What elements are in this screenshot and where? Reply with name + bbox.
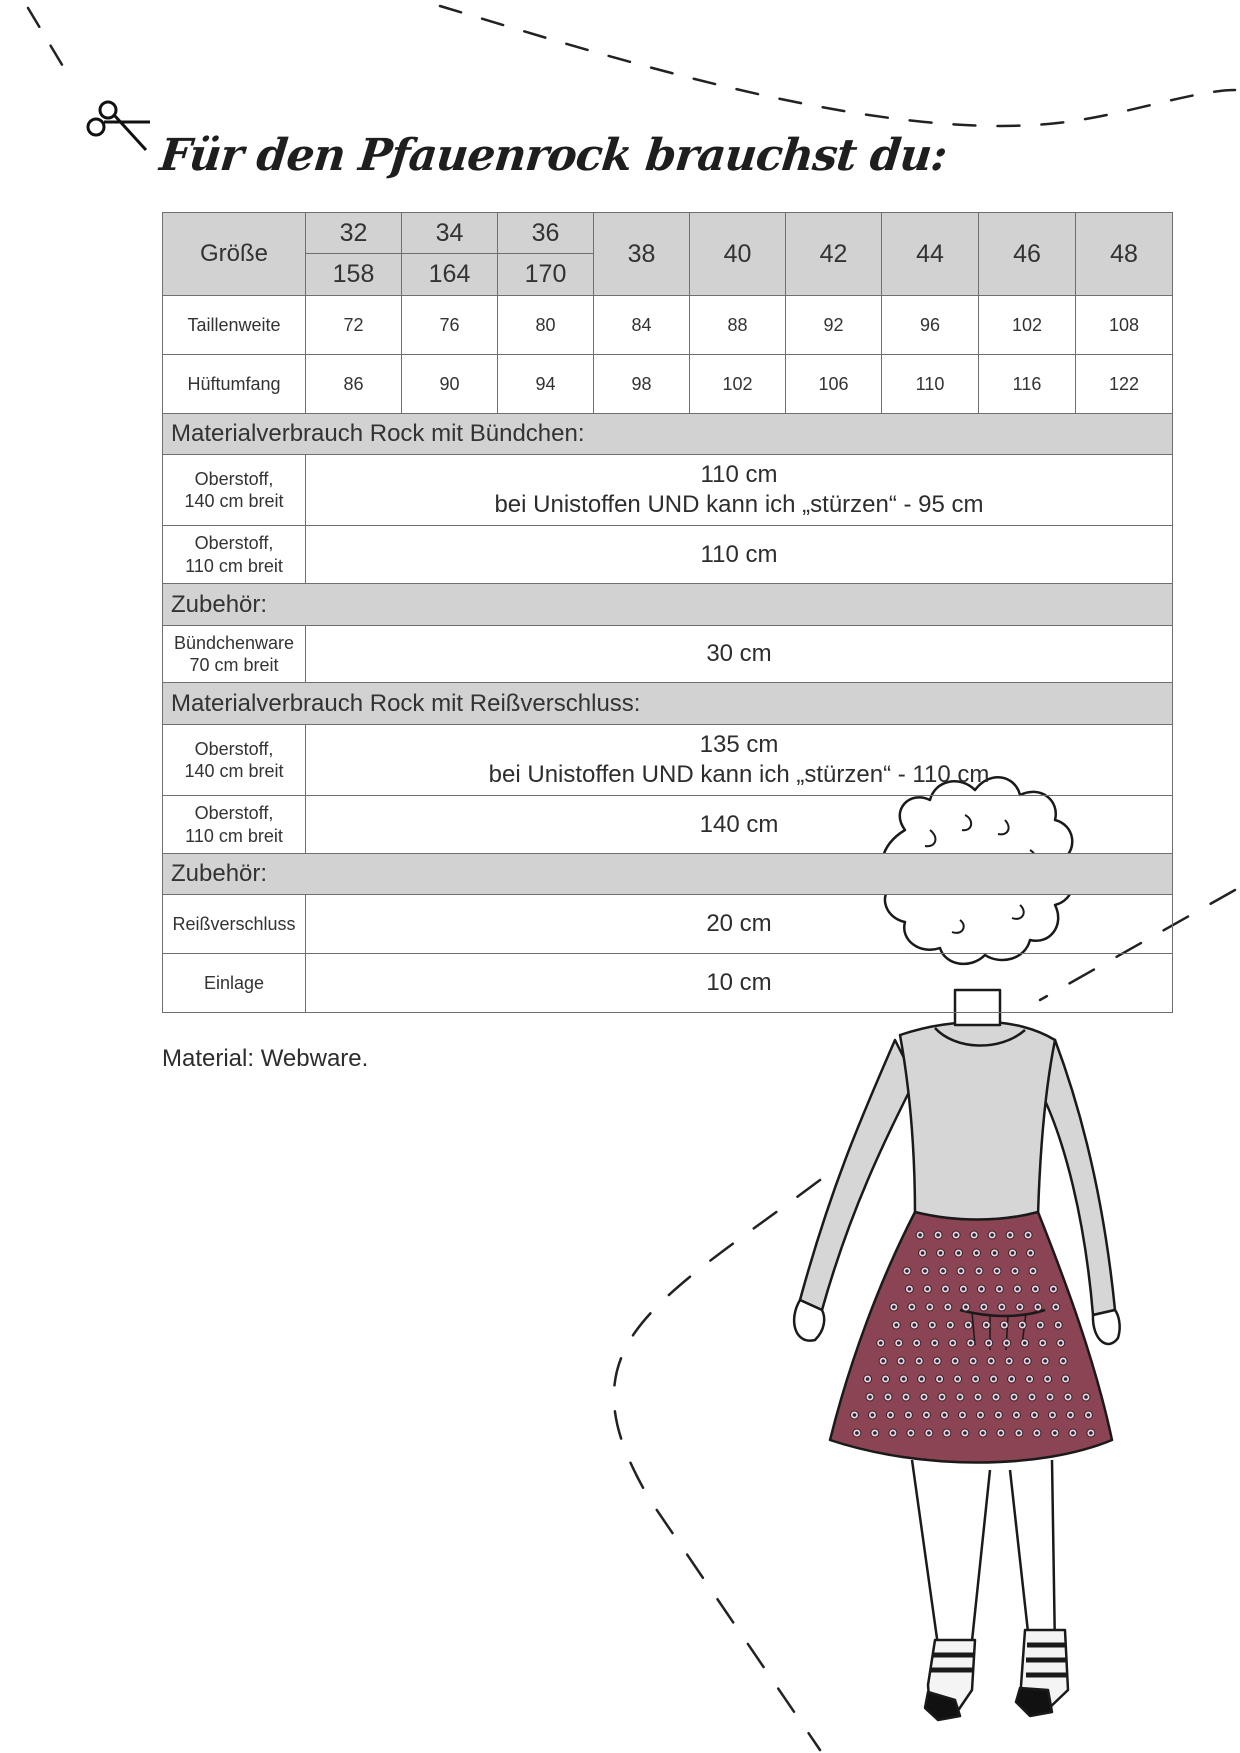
section-heading-zubehoer: Zubehör: <box>163 854 1173 895</box>
size-cell: 46 <box>979 213 1076 296</box>
table-cell: 86 <box>306 355 402 414</box>
row-label: Oberstoff, 110 cm breit <box>163 526 306 584</box>
size-cell: 44 <box>882 213 979 296</box>
table-row <box>163 725 1173 796</box>
size-cell: 38 <box>594 213 690 296</box>
row-label: Einlage <box>163 954 306 1013</box>
section-heading-reissverschluss: Materialverbrauch Rock mit Reißverschluss: <box>163 683 1173 725</box>
material-note: Material: Webware. <box>162 1045 369 1072</box>
size-cell: 170 <box>498 254 594 296</box>
table-row-hueftumfang <box>163 355 1173 414</box>
row-value: 135 cm bei Unistoffen UND kann ich „stürzen“ - 110 cm <box>306 725 1173 796</box>
size-label: Größe <box>163 213 306 296</box>
section-header-row <box>163 584 1173 626</box>
row-value: 20 cm <box>306 895 1173 954</box>
row-value: 110 cm <box>306 526 1173 584</box>
skirt <box>830 1212 1112 1463</box>
size-cell: 36 <box>498 213 594 254</box>
size-cell: 40 <box>690 213 786 296</box>
size-cell: 158 <box>306 254 402 296</box>
row-label: Bündchenware 70 cm breit <box>163 626 306 683</box>
table-cell: 106 <box>786 355 882 414</box>
row-label: Reißverschluss <box>163 895 306 954</box>
section-heading-buendchen: Materialverbrauch Rock mit Bündchen: <box>163 414 1173 455</box>
table-row <box>163 455 1173 526</box>
scissors-icon <box>88 102 150 150</box>
right-shoe <box>1016 1688 1052 1716</box>
row-value: 30 cm <box>306 626 1173 683</box>
material-table <box>162 212 1173 1013</box>
table-cell: 96 <box>882 296 979 355</box>
row-label: Oberstoff, 140 cm breit <box>163 455 306 526</box>
table-cell: 92 <box>786 296 882 355</box>
table-cell: 84 <box>594 296 690 355</box>
table-cell: 116 <box>979 355 1076 414</box>
table-row <box>163 526 1173 584</box>
table-cell: 88 <box>690 296 786 355</box>
section-heading-zubehoer: Zubehör: <box>163 584 1173 626</box>
table-row <box>163 626 1173 683</box>
size-cell: 48 <box>1076 213 1173 296</box>
right-hand <box>1093 1310 1120 1344</box>
table-cell: 122 <box>1076 355 1173 414</box>
table-row <box>163 796 1173 854</box>
table-row-taillenweite <box>163 296 1173 355</box>
table-row <box>163 954 1173 1013</box>
table-cell: 72 <box>306 296 402 355</box>
size-header-row <box>163 213 1173 254</box>
table-cell: 80 <box>498 296 594 355</box>
table-cell: 102 <box>979 296 1076 355</box>
row-value: 140 cm <box>306 796 1173 854</box>
row-label: Oberstoff, 110 cm breit <box>163 796 306 854</box>
row-label: Hüftumfang <box>163 355 306 414</box>
page-title: Für den Pfauenrock brauchst du: <box>157 130 949 181</box>
size-cell: 164 <box>402 254 498 296</box>
row-label: Taillenweite <box>163 296 306 355</box>
table-cell: 102 <box>690 355 786 414</box>
table-cell: 108 <box>1076 296 1173 355</box>
table-row <box>163 895 1173 954</box>
section-header-row <box>163 854 1173 895</box>
table-cell: 110 <box>882 355 979 414</box>
size-cell: 32 <box>306 213 402 254</box>
section-header-row <box>163 414 1173 455</box>
section-header-row <box>163 683 1173 725</box>
table-cell: 76 <box>402 296 498 355</box>
table-cell: 90 <box>402 355 498 414</box>
row-value: 10 cm <box>306 954 1173 1013</box>
row-label: Oberstoff, 140 cm breit <box>163 725 306 796</box>
table-cell: 98 <box>594 355 690 414</box>
table-cell: 94 <box>498 355 594 414</box>
cut-line-top <box>28 6 1235 126</box>
row-value: 110 cm bei Unistoffen UND kann ich „stürzen“ - 95 cm <box>306 455 1173 526</box>
size-cell: 34 <box>402 213 498 254</box>
shirt <box>900 1022 1055 1223</box>
size-cell: 42 <box>786 213 882 296</box>
